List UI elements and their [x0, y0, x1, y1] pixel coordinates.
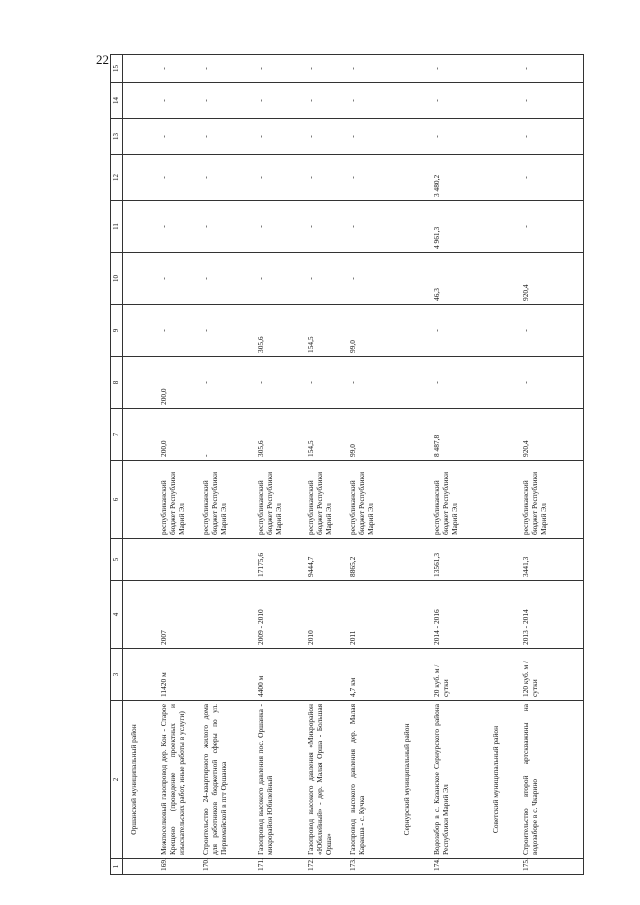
empty-cell: [485, 461, 519, 539]
page-number: 22: [96, 52, 109, 67]
empty-cell: [123, 83, 157, 119]
rotated-table-page: [110, 55, 610, 875]
empty-cell: [123, 253, 157, 305]
column-number-10: 10: [111, 253, 123, 305]
funding-source-cell: республиканский бюджет Республики Марий Эл: [199, 461, 254, 539]
empty-cell: [485, 305, 519, 357]
year-2018-cell: -: [304, 83, 346, 119]
row-number-cell: 175.: [519, 859, 584, 875]
year-2018-cell: -: [254, 83, 304, 119]
year-2015-cell: -: [346, 201, 396, 253]
column-number-3: 3: [111, 649, 123, 701]
year-2014-cell: -: [304, 253, 346, 305]
empty-cell: [123, 119, 157, 155]
year-2017-cell: -: [346, 119, 396, 155]
year-2019-cell: -: [304, 55, 346, 83]
empty-cell: [396, 155, 430, 201]
column-number-12: 12: [111, 155, 123, 201]
section-spacer: [396, 859, 430, 875]
capacity-cell: 120 куб. м / сутки: [519, 649, 584, 701]
empty-cell: [485, 55, 519, 83]
capacity-cell: 4,7 км: [346, 649, 396, 701]
column-number-7: 7: [111, 409, 123, 461]
year-2016-cell: -: [519, 155, 584, 201]
year-2015-cell: -: [157, 201, 199, 253]
estimated-cost-cell: 3441,3: [519, 539, 584, 581]
year-2016-cell: -: [157, 155, 199, 201]
period-cell: 2014 - 2016: [430, 581, 485, 649]
year-2014-cell: -: [346, 253, 396, 305]
column-number-13: 13: [111, 119, 123, 155]
column-number-2: 2: [111, 701, 123, 859]
empty-cell: [123, 305, 157, 357]
table-row: [430, 55, 485, 875]
row-number-cell: 171.: [254, 859, 304, 875]
year-2015-cell: -: [199, 201, 254, 253]
year-2013-cell: 154,5: [304, 305, 346, 357]
year-2012-cell: -: [346, 357, 396, 409]
column-number-8: 8: [111, 357, 123, 409]
section-row: [396, 55, 430, 875]
empty-cell: [396, 539, 430, 581]
funding-source-cell: республиканский бюджет Республики Марий Эл: [519, 461, 584, 539]
year-2016-cell: -: [199, 155, 254, 201]
section-row: [123, 55, 157, 875]
empty-cell: [485, 409, 519, 461]
empty-cell: [396, 649, 430, 701]
year-2018-cell: -: [346, 83, 396, 119]
year-2019-cell: -: [346, 55, 396, 83]
section-spacer: [485, 859, 519, 875]
empty-cell: [123, 357, 157, 409]
investment-objects-table: [110, 54, 584, 875]
year-2012-cell: -: [430, 357, 485, 409]
empty-cell: [485, 83, 519, 119]
object-name-cell: Газопровод высокого давления «Микрорайон «Юбилейный» - дер. Малая Орша - Большая Орша»: [304, 701, 346, 859]
object-name-cell: Водозабор в с. Казанское Сернурского района Республики Марий Эл: [430, 701, 485, 859]
table-body: [123, 55, 584, 875]
period-cell: 2010: [304, 581, 346, 649]
total-amount-cell: -: [199, 409, 254, 461]
year-2013-cell: -: [519, 305, 584, 357]
empty-cell: [123, 55, 157, 83]
column-number-6: 6: [111, 461, 123, 539]
total-amount-cell: 200,0: [157, 409, 199, 461]
year-2013-cell: -: [199, 305, 254, 357]
year-2014-cell: -: [254, 253, 304, 305]
empty-cell: [485, 539, 519, 581]
year-2017-cell: -: [430, 119, 485, 155]
period-cell: 2011: [346, 581, 396, 649]
column-number-11: 11: [111, 201, 123, 253]
empty-cell: [123, 461, 157, 539]
section-title: Советский муниципальный район: [485, 701, 519, 859]
total-amount-cell: 99,0: [346, 409, 396, 461]
total-amount-cell: 8 487,8: [430, 409, 485, 461]
period-cell: 2007: [157, 581, 199, 649]
row-number-cell: 173.: [346, 859, 396, 875]
period-cell: 2009 - 2010: [254, 581, 304, 649]
column-number-14: 14: [111, 83, 123, 119]
funding-source-cell: республиканский бюджет Республики Марий Эл: [304, 461, 346, 539]
empty-cell: [396, 119, 430, 155]
year-2013-cell: 99,0: [346, 305, 396, 357]
empty-cell: [485, 119, 519, 155]
column-numbers-row: [111, 55, 123, 875]
empty-cell: [396, 581, 430, 649]
table-row: [157, 55, 199, 875]
year-2013-cell: 305,6: [254, 305, 304, 357]
row-number-cell: 174.: [430, 859, 485, 875]
year-2014-cell: 46,3: [430, 253, 485, 305]
year-2014-cell: -: [157, 253, 199, 305]
year-2017-cell: -: [254, 119, 304, 155]
object-name-cell: Строительство второй артскважины на водозаборе в с. Чкарино: [519, 701, 584, 859]
empty-cell: [396, 357, 430, 409]
estimated-cost-cell: 9444,7: [304, 539, 346, 581]
year-2014-cell: 920,4: [519, 253, 584, 305]
capacity-cell: 11420 м: [157, 649, 199, 701]
empty-cell: [123, 649, 157, 701]
table-row: [199, 55, 254, 875]
total-amount-cell: 154,5: [304, 409, 346, 461]
empty-cell: [396, 461, 430, 539]
year-2015-cell: -: [304, 201, 346, 253]
year-2018-cell: -: [430, 83, 485, 119]
table-row: [346, 55, 396, 875]
column-number-5: 5: [111, 539, 123, 581]
object-name-cell: Межпоселковый газопровод дер. Кон - Старое Крещено (проведение проектных и изыскательских работ, иные работы в услуги): [157, 701, 199, 859]
year-2019-cell: -: [430, 55, 485, 83]
year-2012-cell: 200,0: [157, 357, 199, 409]
empty-cell: [123, 155, 157, 201]
column-number-15: 15: [111, 55, 123, 83]
period-cell: 2013 - 2014: [519, 581, 584, 649]
capacity-cell: 20 куб. м / сутки: [430, 649, 485, 701]
estimated-cost-cell: [199, 539, 254, 581]
empty-cell: [485, 155, 519, 201]
total-amount-cell: 920,4: [519, 409, 584, 461]
empty-cell: [396, 55, 430, 83]
year-2016-cell: -: [304, 155, 346, 201]
empty-cell: [485, 649, 519, 701]
capacity-cell: [199, 649, 254, 701]
object-name-cell: Газопровод высокого давления дер. Малая Каракша - с. Кучка: [346, 701, 396, 859]
capacity-cell: [304, 649, 346, 701]
year-2012-cell: -: [519, 357, 584, 409]
year-2019-cell: -: [519, 55, 584, 83]
column-number-4: 4: [111, 581, 123, 649]
empty-cell: [396, 409, 430, 461]
year-2013-cell: -: [157, 305, 199, 357]
section-title: Оршанский муниципальный район: [123, 701, 157, 859]
year-2015-cell: -: [519, 201, 584, 253]
period-cell: [199, 581, 254, 649]
row-number-cell: 170.: [199, 859, 254, 875]
empty-cell: [123, 409, 157, 461]
empty-cell: [123, 539, 157, 581]
estimated-cost-cell: 13561,3: [430, 539, 485, 581]
table-row: [304, 55, 346, 875]
total-amount-cell: 305,6: [254, 409, 304, 461]
empty-cell: [485, 201, 519, 253]
row-number-cell: 169.: [157, 859, 199, 875]
table-row: [519, 55, 584, 875]
funding-source-cell: республиканский бюджет Республики Марий Эл: [430, 461, 485, 539]
year-2013-cell: -: [430, 305, 485, 357]
estimated-cost-cell: 17175,6: [254, 539, 304, 581]
year-2019-cell: -: [254, 55, 304, 83]
empty-cell: [485, 581, 519, 649]
estimated-cost-cell: [157, 539, 199, 581]
year-2017-cell: -: [304, 119, 346, 155]
empty-cell: [123, 581, 157, 649]
year-2017-cell: -: [519, 119, 584, 155]
empty-cell: [396, 253, 430, 305]
year-2016-cell: -: [254, 155, 304, 201]
column-number-1: 1: [111, 859, 123, 875]
column-number-9: 9: [111, 305, 123, 357]
year-2012-cell: -: [254, 357, 304, 409]
object-name-cell: Строительство 24-квартирного жилого дома для работников бюджетной сферы по ул. Первомайской в пгт Оршанка: [199, 701, 254, 859]
year-2017-cell: -: [157, 119, 199, 155]
year-2012-cell: -: [199, 357, 254, 409]
year-2012-cell: -: [304, 357, 346, 409]
year-2016-cell: 3 480,2: [430, 155, 485, 201]
empty-cell: [396, 83, 430, 119]
section-spacer: [123, 859, 157, 875]
empty-cell: [123, 201, 157, 253]
empty-cell: [485, 357, 519, 409]
funding-source-cell: республиканский бюджет Республики Марий Эл: [254, 461, 304, 539]
estimated-cost-cell: 8865,2: [346, 539, 396, 581]
year-2018-cell: -: [519, 83, 584, 119]
section-title: Сернурский муниципальный район: [396, 701, 430, 859]
year-2015-cell: -: [254, 201, 304, 253]
empty-cell: [396, 305, 430, 357]
object-name-cell: Газопровод высокого давления пос. Оршанка - микрорайон Юбилейный: [254, 701, 304, 859]
year-2016-cell: -: [346, 155, 396, 201]
year-2015-cell: 4 961,3: [430, 201, 485, 253]
year-2018-cell: -: [199, 83, 254, 119]
year-2019-cell: -: [157, 55, 199, 83]
year-2017-cell: -: [199, 119, 254, 155]
empty-cell: [485, 253, 519, 305]
table-row: [254, 55, 304, 875]
year-2014-cell: -: [199, 253, 254, 305]
section-row: [485, 55, 519, 875]
empty-cell: [396, 201, 430, 253]
year-2018-cell: -: [157, 83, 199, 119]
funding-source-cell: республиканский бюджет Республики Марий Эл: [346, 461, 396, 539]
row-number-cell: 172.: [304, 859, 346, 875]
year-2019-cell: -: [199, 55, 254, 83]
funding-source-cell: республиканский бюджет Республики Марий Эл: [157, 461, 199, 539]
capacity-cell: 4400 м: [254, 649, 304, 701]
